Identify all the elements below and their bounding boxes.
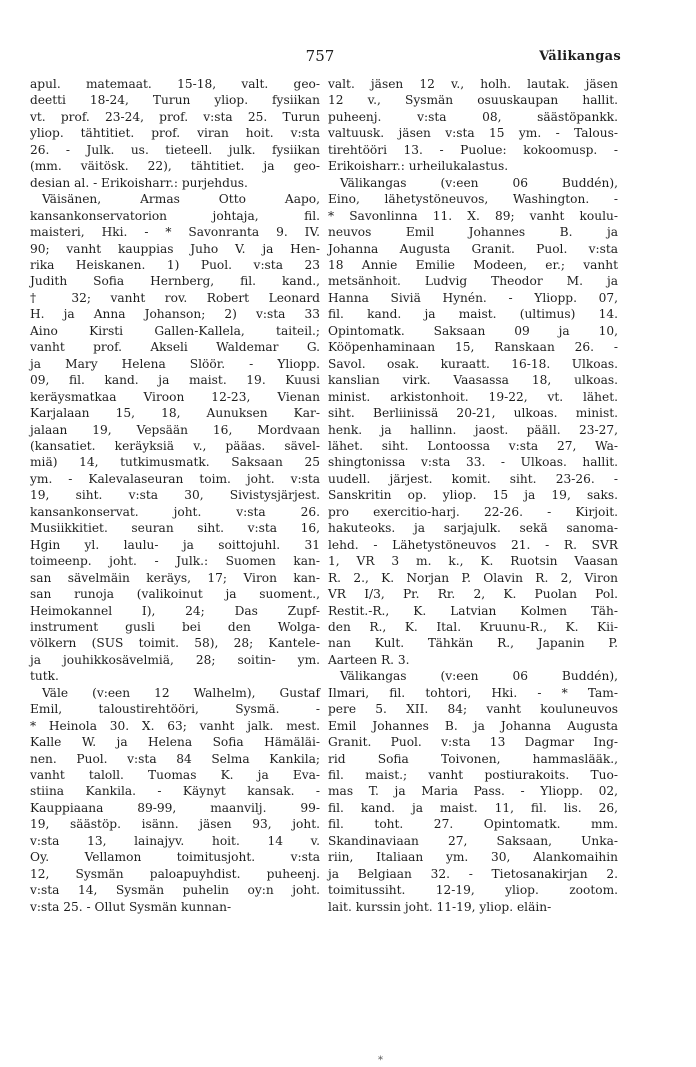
running-head: Välikangas (539, 49, 621, 64)
text-line: 1, VR 3 m. k., K. Ruotsin Vaasan (328, 554, 618, 569)
text-line: den R., K. Ital. Kruunu-R., K. Kii- (328, 619, 618, 634)
text-line: Kauppiaana 89-99, maanvilj. 99- (30, 800, 320, 815)
text-line: valtuusk. jäsen v:sta 15 ym. - Talous- (328, 126, 618, 141)
text-line: hakuteoks. ja sarjajulk. sekä sanoma- (328, 521, 618, 536)
text-column-left (30, 76, 320, 915)
text-line: ja Mary Helena Slöör. - Yliopp. (30, 356, 320, 371)
text-line: apul. matemaat. 15-18, valt. geo- (30, 77, 320, 91)
text-line: Aino Kirsti Gallen-Kallela, taiteil.; (30, 323, 320, 338)
text-line: metsänhoit. Ludvig Theodor M. ja (328, 274, 618, 289)
text-line: kansankonservatorion johtaja, fil. (30, 208, 320, 223)
text-line: fil. kand. ja maist. (ultimus) 14. (328, 307, 618, 322)
text-line: ja jouhikkosävelmiä, 28; soitin- ym. (30, 652, 320, 667)
text-line: (mm. väitösk. 22), tähtitiet. ja geo- (30, 159, 320, 174)
text-line: vanht taloll. Tuomas K. ja Eva- (30, 768, 320, 783)
text-line: Granit. Puol. v:sta 13 Dagmar Ing- (328, 735, 618, 750)
text-line: v:sta 25. - Ollut Sysmän kunnan- (30, 899, 232, 914)
text-line: v:sta 14, Sysmän puhelin oy:n joht. (30, 883, 320, 898)
text-line: Restit.-R., K. Latvian Kolmen Täh- (328, 603, 618, 618)
text-line: v:sta 13, lainajyv. hoit. 14 v. (30, 833, 320, 848)
text-line: rika Heiskanen. 1) Puol. v:sta 23 (30, 257, 320, 272)
text-line: maisteri, Hki. - * Savonranta 9. IV. (30, 225, 320, 240)
text-line: † 32; vanht rov. Robert Leonard (30, 290, 320, 305)
text-line: Johanna Augusta Granit. Puol. v:sta (328, 241, 618, 256)
text-line: mas T. ja Maria Pass. - Yliopp. 02, (328, 784, 618, 799)
text-line: san runoja (valikoinut ja suoment., (30, 587, 320, 602)
text-line: fil. maist.; vanht postiurakoits. Tuo- (328, 768, 618, 783)
text-line: riin, Italiaan ym. 30, Alankomaihin (328, 850, 618, 865)
text-line: Välikangas (v:een 06 Buddén), (340, 669, 618, 684)
text-line: fil. toht. 27. Opintomatk. mm. (328, 817, 618, 832)
text-line: 12 v., Sysmän osuuskaupan hallit. (328, 93, 618, 108)
text-line: rid Sofia Toivonen, hammaslääk., (328, 751, 618, 766)
text-line: * Heinola 30. X. 63; vanht jalk. mest. (30, 718, 320, 733)
text-line: siht. Berliinissä 20-21, ulkoas. minist. (328, 406, 618, 421)
text-line: 19, siht. v:sta 30, Sivistysjärjest. (30, 488, 320, 503)
text-line: san sävelmäin keräys, 17; Viron kan- (30, 570, 320, 585)
text-line: Kalle W. ja Helena Sofia Hämäläi- (30, 735, 320, 750)
text-line: Karjalaan 15, 18, Aunuksen Kar- (30, 406, 320, 421)
text-line: pro exercitio-harj. 22-26. - Kirjoit. (328, 504, 618, 519)
text-line: shingtonissa v:sta 33. - Ulkoas. hallit. (328, 455, 618, 470)
text-line: Aarteen R. 3. (328, 652, 410, 667)
text-line: ym. - Kalevalaseuran toim. joht. v:sta (30, 471, 320, 486)
text-line: tutk. (30, 669, 59, 684)
text-line: Judith Sofia Hernberg, fil. kand., (30, 274, 320, 289)
text-line: Väle (v:een 12 Walhelm), Gustaf (42, 685, 320, 700)
text-line: uudell. järjest. komit. siht. 23-26. - (328, 471, 618, 486)
text-line: instrument gusli bei den Wolga- (30, 619, 320, 634)
text-line: Hgin yl. laulu- ja soittojuhl. 31 (30, 537, 320, 552)
text-line: stiina Kankila. - Käynyt kansak. - (30, 784, 320, 799)
text-line: Kööpenhaminaan 15, Ranskaan 26. - (328, 340, 618, 355)
stray-mark: * (378, 1055, 383, 1066)
text-line: H. ja Anna Johanson; 2) v:sta 33 (30, 307, 320, 322)
text-line: henk. ja hallinn. jaost. pääll. 23-27, (328, 422, 618, 437)
text-line: desian al. - Erikoisharr.: purjehdus. (30, 175, 248, 190)
text-line: Musiikkitiet. seuran siht. v:sta 16, (30, 521, 320, 536)
text-line: Oy. Vellamon toimitusjoht. v:sta (30, 850, 320, 865)
text-line: puheenj. v:sta 08, säästöpankk. (328, 109, 618, 124)
text-line: 09, fil. kand. ja maist. 19. Kuusi (30, 373, 320, 388)
text-line: minist. arkistonhoit. 19-22, vt. lähet. (328, 389, 618, 404)
text-line: lait. kurssin joht. 11-19, yliop. eläin- (328, 899, 552, 914)
text-line: VR I/3, Pr. Rr. 2, K. Puolan Pol. (328, 587, 618, 602)
text-line: Skandinaviaan 27, Saksaan, Unka- (328, 833, 618, 848)
text-line: fil. kand. ja maist. 11, fil. lis. 26, (328, 800, 618, 815)
text-line: Heimokannel I), 24; Das Zupf- (30, 603, 320, 618)
text-line: 26. - Julk. us. tieteell. julk. fysiikan (30, 142, 320, 157)
text-line: nen. Puol. v:sta 84 Selma Kankila; (30, 751, 320, 766)
text-line: völkern (SUS toimit. 58), 28; Kantele- (30, 636, 320, 651)
text-line: Opintomatk. Saksaan 09 ja 10, (328, 323, 618, 338)
text-line: deetti 18-24, Turun yliop. fysiikan (30, 93, 320, 108)
text-line: Savol. osak. kuraatt. 16-18. Ulkoas. (328, 356, 618, 371)
text-line: Eino, lähetystöneuvos, Washington. - (328, 192, 618, 207)
text-line: 12, Sysmän paloapuyhdist. puheenj. (30, 866, 320, 881)
text-line: 18 Annie Emilie Modeen, er.; vanht (328, 257, 618, 272)
text-line: miä) 14, tutkimusmatk. Saksaan 25 (30, 455, 320, 470)
text-line: yliop. tähtitiet. prof. viran hoit. v:sta (30, 126, 320, 141)
text-line: Hanna Siviä Hynén. - Yliopp. 07, (328, 290, 618, 305)
text-line: R. 2., K. Norjan P. Olavin R. 2, Viron (328, 570, 618, 585)
text-line: valt. jäsen 12 v., holh. lautak. jäsen (328, 77, 618, 91)
text-line: Ilmari, fil. tohtori, Hki. - * Tam- (328, 685, 618, 700)
text-line: 19, säästöp. isänn. jäsen 93, joht. (30, 817, 320, 832)
text-line: tirehtööri 13. - Puolue: kokoomusp. - (328, 142, 618, 157)
text-line: kansankonservat. joht. v:sta 26. (30, 504, 320, 519)
text-line: (kansatiet. keräyksiä v., pääas. sävel- (30, 438, 320, 453)
text-line: 90; vanht kauppias Juho V. ja Hen- (30, 241, 320, 256)
text-line: vt. prof. 23-24, prof. v:sta 25. Turun (30, 109, 320, 124)
text-line: Erikoisharr.: urheilukalastus. (328, 159, 509, 174)
text-line: lähet. siht. Lontoossa v:sta 27, Wa- (328, 438, 618, 453)
text-line: Sanskritin op. yliop. 15 ja 19, saks. (328, 488, 618, 503)
text-column-right (328, 76, 618, 915)
text-line: pere 5. XII. 84; vanht kouluneuvos (328, 702, 618, 717)
page-number: 757 (305, 47, 335, 65)
text-line: Väisänen, Armas Otto Aapo, (42, 192, 320, 207)
text-line: Emil, taloustirehtööri, Sysmä. - (30, 702, 320, 717)
text-line: Välikangas (v:een 06 Buddén), (340, 175, 618, 190)
text-line: neuvos Emil Johannes B. ja (328, 225, 618, 240)
text-line: * Savonlinna 11. X. 89; vanht koulu- (328, 208, 618, 223)
text-line: toimeenp. joht. - Julk.: Suomen kan- (30, 554, 320, 569)
text-line: ja Belgiaan 32. - Tietosanakirjan 2. (328, 866, 618, 881)
text-line: lehd. - Lähetystöneuvos 21. - R. SVR (328, 537, 618, 552)
text-line: nan Kult. Tähkän R., Japanin P. (328, 636, 618, 651)
text-line: vanht prof. Akseli Waldemar G. (30, 340, 320, 355)
text-line: keräysmatkaa Viroon 12-23, Vienan (30, 389, 320, 404)
text-line: Emil Johannes B. ja Johanna Augusta (328, 718, 618, 733)
text-line: toimitussiht. 12-19, yliop. zootom. (328, 883, 618, 898)
text-line: jalaan 19, Vepsään 16, Mordvaan (30, 422, 320, 437)
text-line: kanslian virk. Vaasassa 18, ulkoas. (328, 373, 618, 388)
